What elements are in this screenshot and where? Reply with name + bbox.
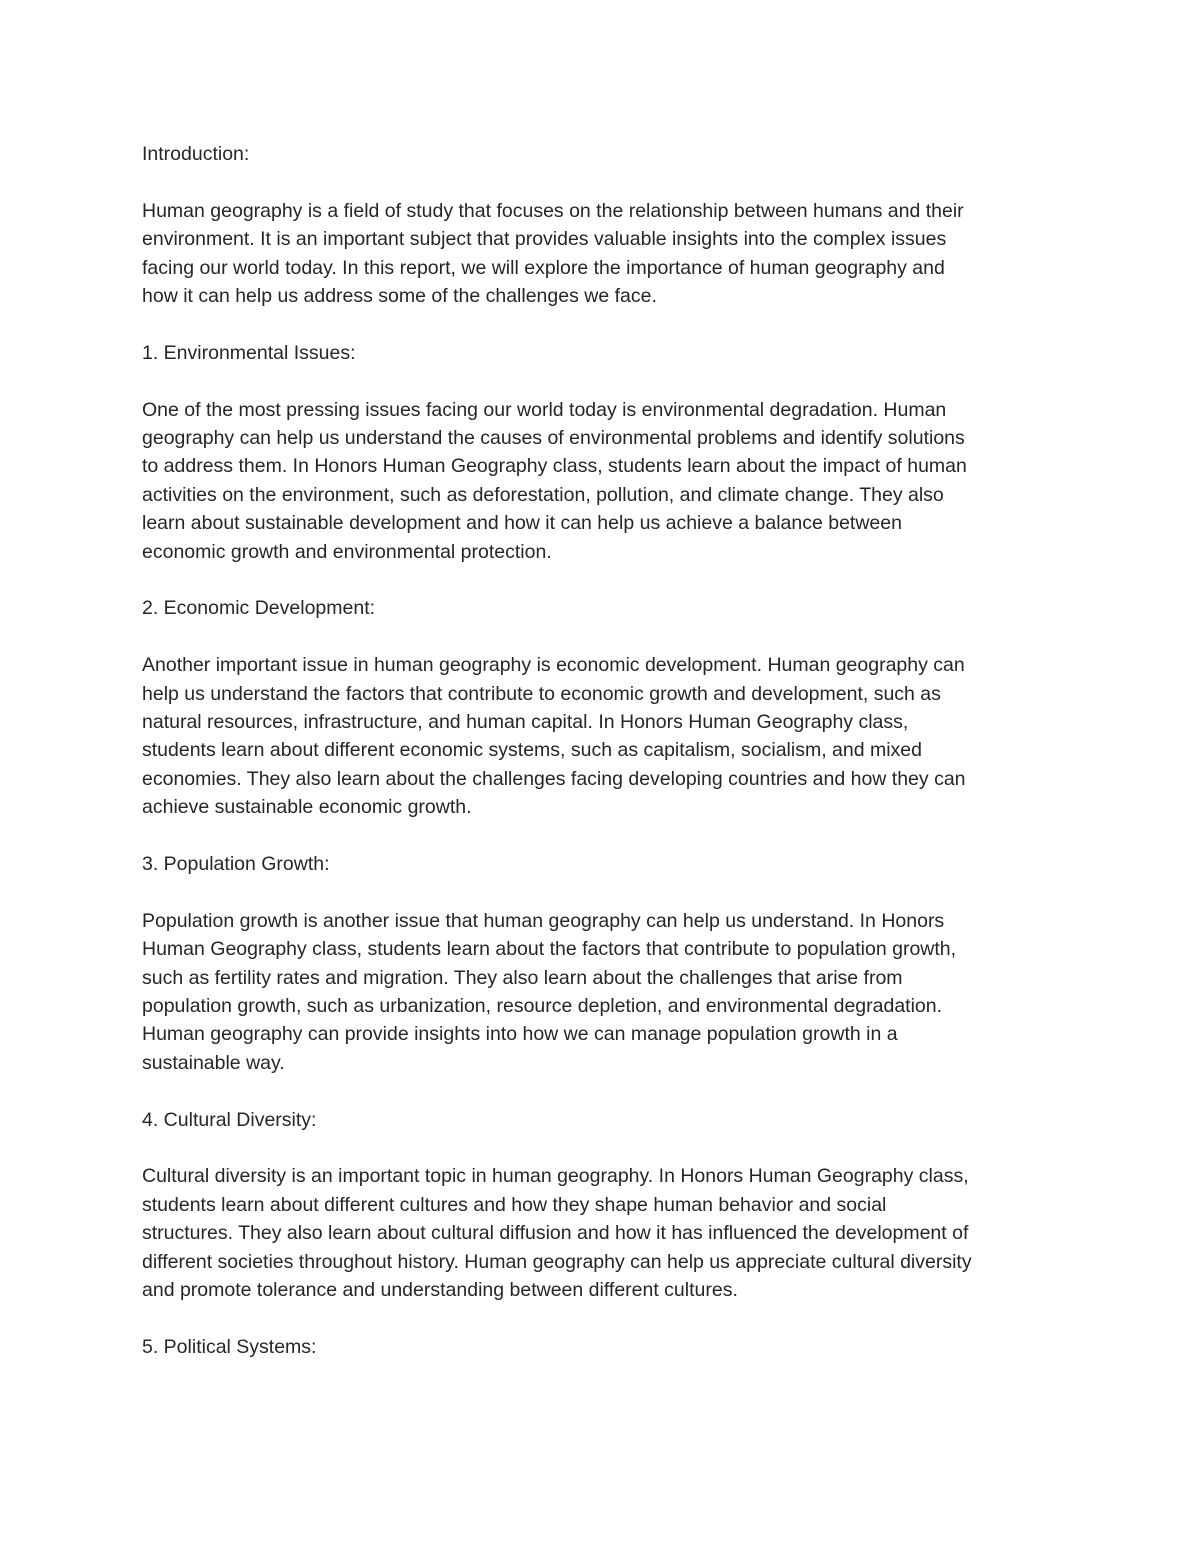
section-paragraph-cultural-diversity: Cultural diversity is an important topic in human geography. In Honors Human Geography class, students learn about different cultures and how they shape human behavior and social structures. They also learn about cultural diffusion and how it has influenced the development of different societies throughout history. Human geography can help us appreciate cultural diversity and promote tolerance and understanding between different cultures. [142, 1165, 972, 1302]
section-heading-population-growth: 3. Population Growth: [142, 853, 330, 876]
section-heading-cultural-diversity: 4. Cultural Diversity: [142, 1108, 317, 1131]
document-body [142, 140, 1067, 1390]
section-paragraph-population-growth: Population growth is another issue that human geography can help us understand. In Honors Human Geography class, students learn about the factors that contribute to population growth, such as fertility rates and migration. They also learn about the challenges that arise from population growth, such as urbanization, resource depletion, and environmental degradation. Human geography can provide insights into how we can manage population growth in a sustainable way. [142, 909, 957, 1074]
section-heading-environmental-issues: 1. Environmental Issues: [142, 341, 356, 364]
intro-paragraph: Human geography is a field of study that focuses on the relationship between humans and their environment. It is an important subject that provides valuable insights into the complex issues facing our world today. In this report, we will explore the importance of human geography and how it can help us address some of the challenges we face. [142, 199, 964, 308]
section-heading-political-systems: 5. Political Systems: [142, 1335, 317, 1358]
intro-heading: Introduction: [142, 143, 250, 165]
section-heading-economic-development: 2. Economic Development: [142, 597, 376, 620]
section-paragraph-economic-development: Another important issue in human geography is economic development. Human geography can help us understand the factors that contribute to economic growth and development, such as natural resources, infrastructure, and human capital. In Honors Human Geography class, students learn about different economic systems, such as capitalism, socialism, and mixed economies. They also learn about the challenges facing developing countries and how they can achieve sustainable economic growth. [142, 654, 966, 819]
section-paragraph-environmental-issues: One of the most pressing issues facing our world today is environmental degradation. Human geography can help us understand the causes of environmental problems and identify solutions to address them. In Honors Human Geography class, students learn about the impact of human activities on the environment, such as deforestation, pollution, and climate change. They also learn about sustainable development and how it can help us achieve a balance between economic growth and environmental protection. [142, 398, 967, 563]
